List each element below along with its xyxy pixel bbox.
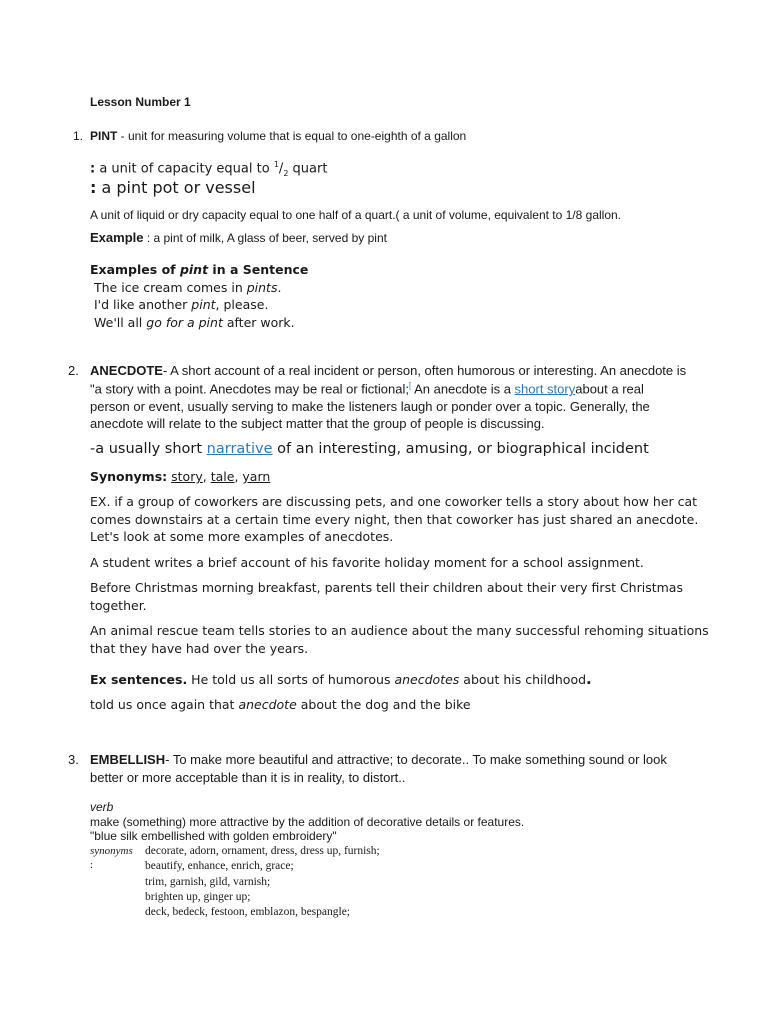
- heading-text: Examples of: [90, 262, 180, 277]
- embellish-term: EMBELLISH: [90, 752, 166, 767]
- sentence-text: I'd like another: [94, 297, 192, 312]
- anecdote-christmas-line-2: together.: [90, 598, 147, 613]
- separator: ,: [202, 469, 211, 484]
- anecdote-rescue-line-2: that they have had over the years.: [90, 641, 309, 656]
- ex-sentences-label: Ex sentences.: [90, 672, 188, 687]
- sentence-text: told us once again that: [90, 697, 239, 712]
- sentence-text-end: after work.: [222, 315, 295, 330]
- synonyms-label: Synonyms:: [90, 469, 168, 484]
- pint-sentence-2: [94, 297, 268, 312]
- embellish-synonyms-label: synonyms: [90, 845, 133, 857]
- sentence-text-end: about the dog and the bike: [296, 697, 471, 712]
- pint-example: [90, 230, 387, 245]
- synonym-yarn-link[interactable]: yarn: [242, 469, 271, 484]
- example-text: : a pint of milk, A glass of beer, served by pint: [143, 231, 387, 245]
- item-number-1: 1.: [73, 129, 84, 143]
- pint-headline: - unit for measuring volume that is equal to one-eighth of a gallon: [117, 129, 467, 143]
- embellish-synonyms-colon: :: [90, 859, 94, 871]
- sentence-period: .: [586, 670, 592, 688]
- anecdote-definition: [90, 441, 649, 457]
- sentence-word: go for a pint: [146, 315, 223, 330]
- def-colon: :: [90, 161, 96, 177]
- anecdote-synonyms: [90, 469, 270, 484]
- def-text: -a usually short: [90, 441, 207, 457]
- synonym-tale-link[interactable]: tale: [210, 469, 235, 484]
- pint-term: PINT: [90, 129, 118, 143]
- pint-sentence-1: [94, 280, 281, 295]
- heading-text-end: in a Sentence: [208, 262, 309, 277]
- example-label: Example: [90, 230, 144, 245]
- lesson-title: Lesson Number 1: [90, 95, 191, 109]
- anecdote-text: "a story with a point. Anecdotes may be real or fictional;: [90, 381, 409, 397]
- citation-marker[interactable]: [: [408, 381, 412, 390]
- sentence-text: The ice cream comes in: [94, 280, 247, 295]
- def-text: a pint pot or vessel: [96, 178, 256, 197]
- fraction-denominator: 2: [283, 168, 289, 178]
- pint-description: A unit of liquid or dry capacity equal to one half of a quart.( a unit of volume, equivalent to 1/8 gallon.: [90, 208, 621, 222]
- anecdote-student: A student writes a brief account of his favorite holiday moment for a school assignment.: [90, 555, 644, 570]
- anecdote-text: An anecdote is a: [411, 381, 515, 397]
- anecdote-term: ANECDOTE: [90, 363, 163, 378]
- embellish-quote: "blue silk embellished with golden embroidery": [90, 829, 337, 843]
- embellish-synonym-line: beautify, enhance, enrich, grace;: [145, 860, 294, 872]
- anecdote-ex-sentence-2: [90, 697, 471, 712]
- embellish-synonym-line: deck, bedeck, festoon, emblazon, bespangle;: [145, 906, 351, 918]
- embellish-synonym-line: decorate, adorn, ornament, dress, dress up, furnish;: [145, 845, 380, 857]
- pint-examples-heading: [90, 262, 308, 277]
- anecdote-example-line-1: EX. if a group of coworkers are discussing pets, and one coworker tells a story about how her cat: [90, 494, 698, 509]
- embellish-synonym-line: trim, garnish, gild, varnish;: [145, 876, 271, 888]
- embellish-line-1: [90, 752, 667, 767]
- narrative-link[interactable]: narrative: [206, 441, 273, 457]
- fraction-numerator: 1: [273, 160, 279, 169]
- pint-definition-1: [90, 160, 327, 178]
- fraction-slash: /: [278, 161, 284, 177]
- anecdote-example-line-2: comes downstairs at a certain time every night, then that coworker has just shared an anecdote.: [90, 512, 699, 527]
- anecdote-line-4: anecdote will relate to the subject matter that the group of people is discussing.: [90, 416, 545, 431]
- embellish-line-2: better or more acceptable than it is in reality, to distort..: [90, 770, 406, 785]
- anecdote-ex-sentence-1: [90, 670, 592, 688]
- sentence-word: pint: [191, 297, 216, 312]
- def-text-end: of an interesting, amusing, or biographical incident: [272, 441, 649, 457]
- anecdote-line-1: [90, 363, 686, 378]
- item-number-3: 3.: [68, 752, 79, 767]
- def-text: a unit of capacity equal to: [95, 161, 274, 177]
- anecdote-line-2: [90, 381, 644, 396]
- def-text-end: quart: [288, 161, 328, 177]
- embellish-synonym-line: brighten up, ginger up;: [145, 891, 251, 903]
- anecdote-example-line-3: Let's look at some more examples of anecdotes.: [90, 529, 394, 544]
- sentence-text: We'll all: [94, 315, 147, 330]
- synonym-story-link[interactable]: story: [171, 469, 203, 484]
- pint-sentence-3: [94, 315, 295, 330]
- sentence-text: He told us all sorts of humorous: [187, 672, 395, 687]
- heading-word: pint: [179, 262, 209, 277]
- anecdote-text: about a real: [575, 381, 644, 397]
- embellish-text: - To make more beautiful and attractive; to decorate.. To make something sound or look: [165, 752, 667, 767]
- embellish-definition: make (something) more attractive by the addition of decorative details or features.: [90, 815, 525, 829]
- sentence-text-end: , please.: [215, 297, 269, 312]
- separator: ,: [234, 469, 243, 484]
- anecdote-rescue-line-1: An animal rescue team tells stories to an audience about the many successful rehoming situations: [90, 623, 709, 638]
- pint-definition-2: [90, 178, 256, 197]
- anecdote-line-3: person or event, usually serving to make the listeners laugh or ponder over a topic. Generally, the: [90, 399, 650, 414]
- item-number-2: 2.: [68, 363, 79, 378]
- anecdote-text: - A short account of a real incident or person, often humorous or interesting. An anecdote is: [162, 363, 687, 378]
- pint-heading: [90, 129, 466, 143]
- def-colon: :: [90, 178, 97, 197]
- sentence-word: pints: [246, 280, 278, 295]
- sentence-word: anecdote: [238, 697, 297, 712]
- sentence-word: anecdotes: [394, 672, 460, 687]
- sentence-text: about his childhood: [459, 672, 587, 687]
- anecdote-christmas-line-1: Before Christmas morning breakfast, parents tell their children about their very first Christmas: [90, 580, 683, 595]
- embellish-part-of-speech: verb: [90, 800, 114, 814]
- sentence-text-end: .: [277, 280, 282, 295]
- short-story-link[interactable]: short story: [514, 381, 576, 397]
